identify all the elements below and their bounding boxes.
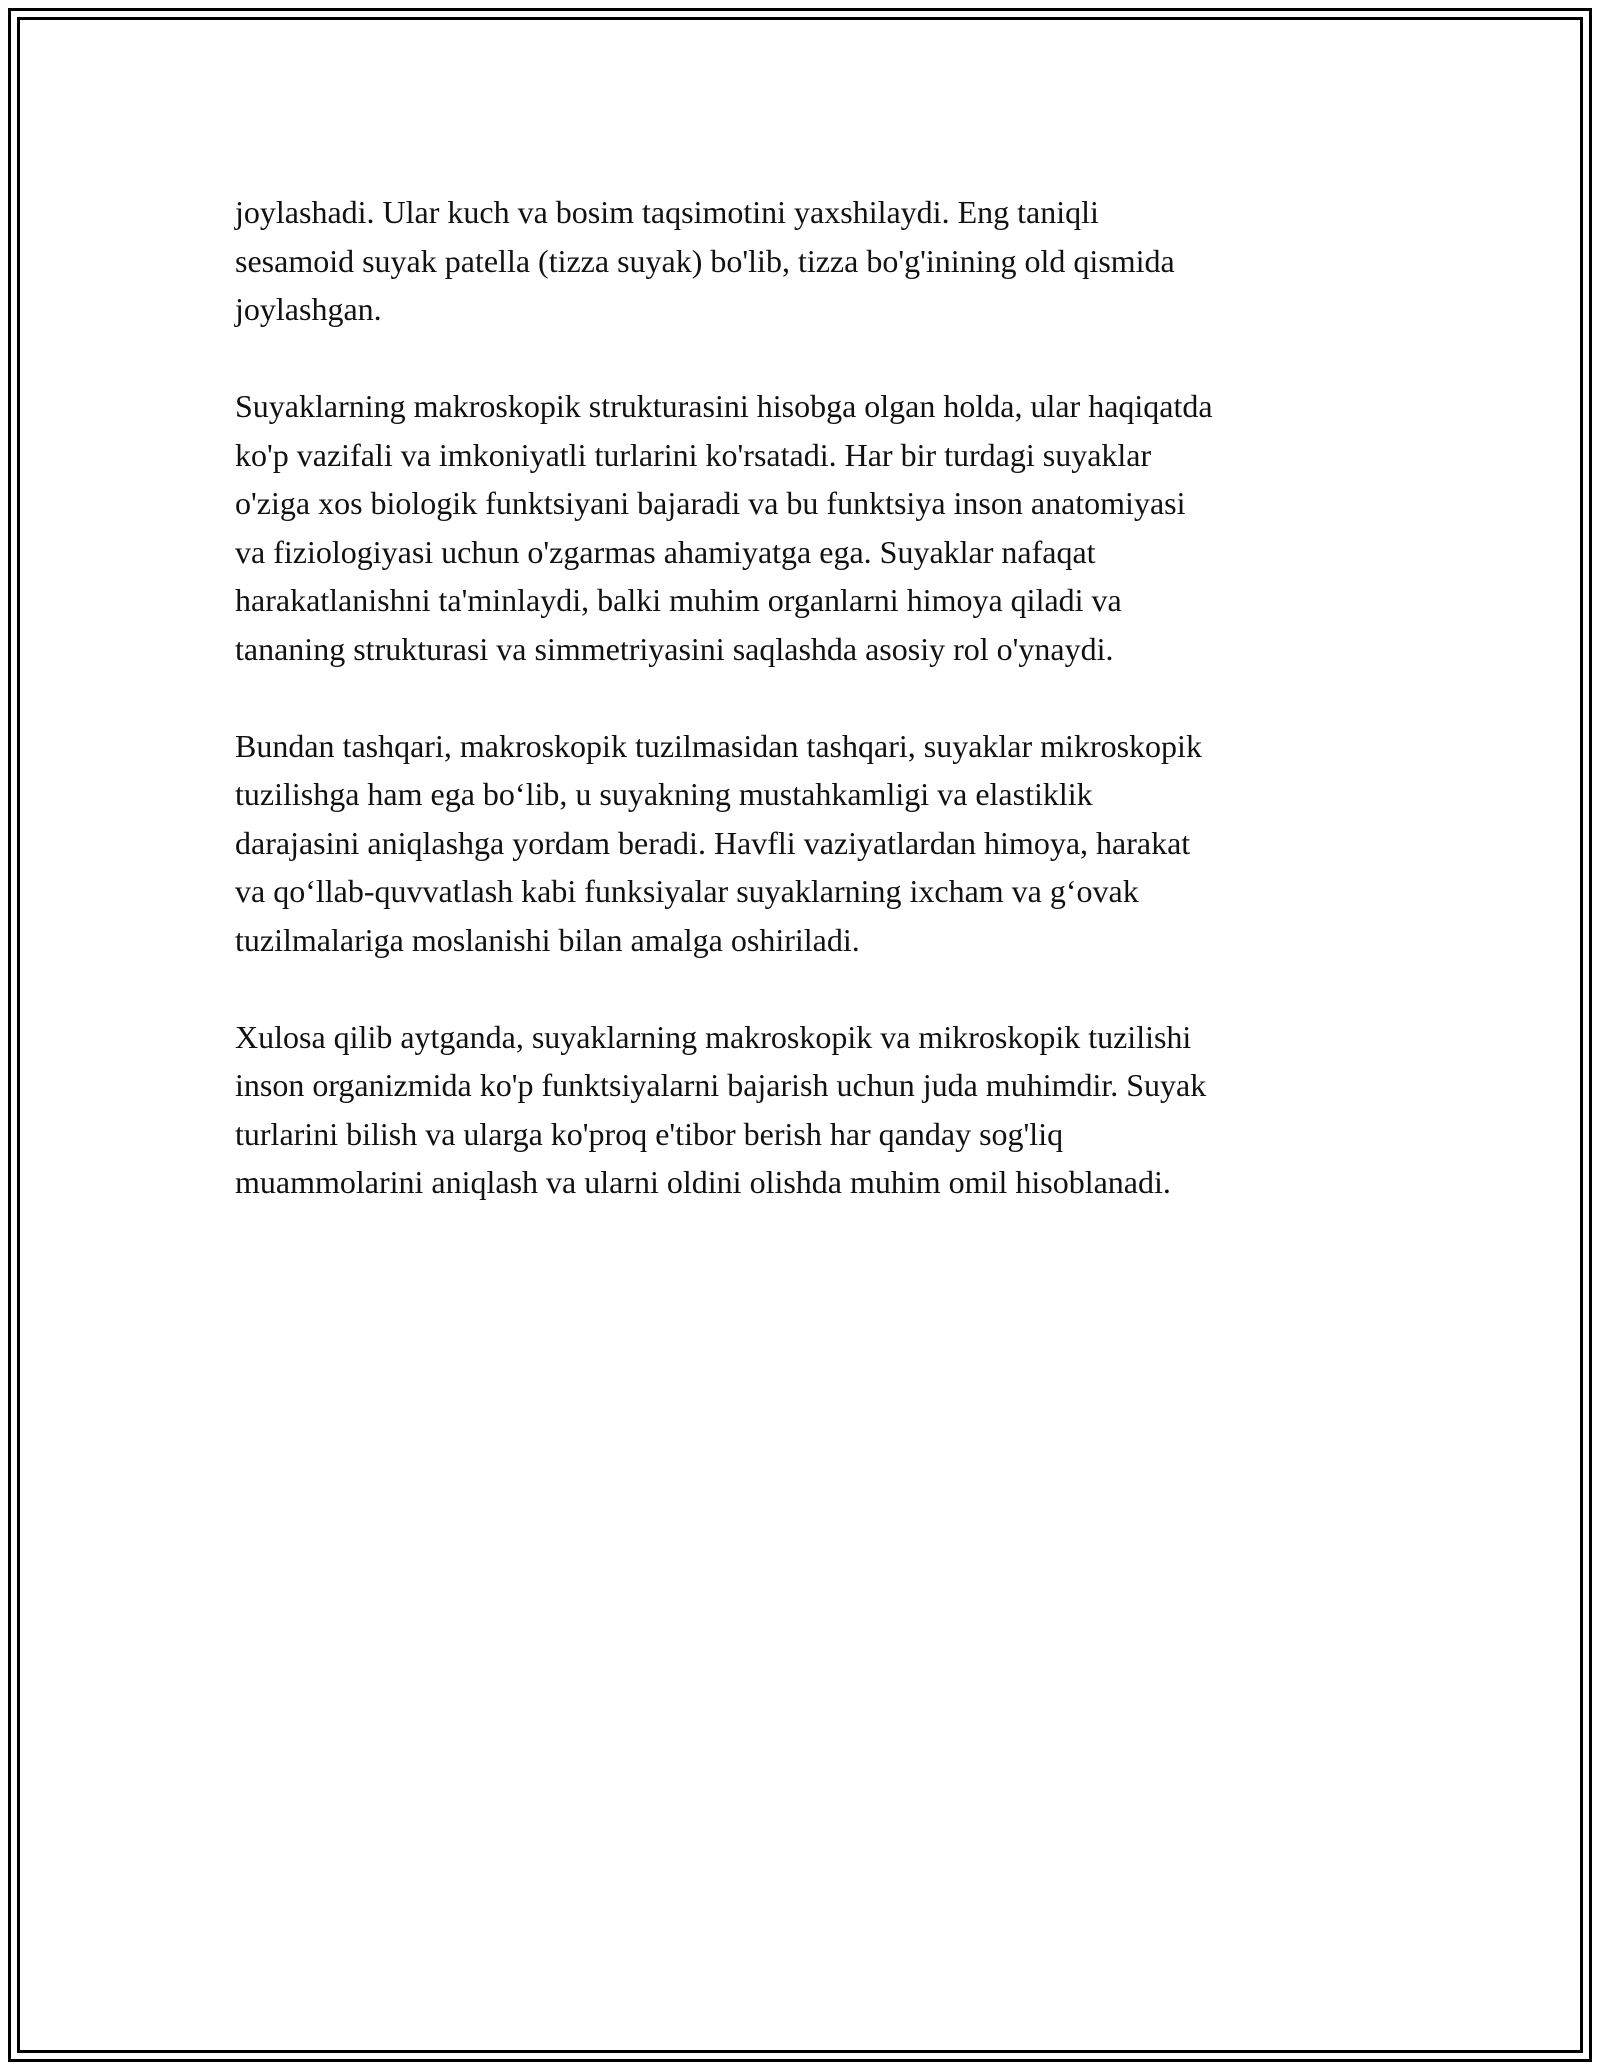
paragraph-conclusion: Xulosa qilib aytganda, suyaklarning makroskopik va mikroskopik tuzilishi inson organizmida ko'p funktsiyalarni bajarish uchun juda muhimdir. Suyak turlarini bilish va ularga ko'proq e'tibor berish har qanday sog'liq muammolarini aniqlash va ularni oldini olishda muhim omil hisoblanadi. <box>235 1018 1207 1200</box>
paragraph-microscopic-structure: Bundan tashqari, makroskopik tuzilmasidan tashqari, suyaklar mikroskopik tuzilishga ham ega bo‘lib, u suyakning mustahkamligi va elastiklik darajasini aniqlashga yordam beradi. Havfli vaziyatlardan himoya, harakat va qo‘llab-quvvatlash kabi funksiyalar suyaklarning ixcham va g‘ovak tuzilmalariga moslanishi bilan amalga oshiriladi. <box>235 727 1202 958</box>
paragraph-sesamoid-bones: joylashadi. Ular kuch va bosim taqsimotini yaxshilaydi. Eng taniqli sesamoid suyak patella (tizza suyak) bo'lib, tizza bo'g'inining old qismida joylashgan. <box>235 194 1175 327</box>
paragraph-macroscopic-structure: Suyaklarning makroskopik strukturasini hisobga olgan holda, ular haqiqatda ko'p vazifali va imkoniyatli turlarini ko'rsatadi. Har bir turdagi suyaklar o'ziga xos biologik funktsiyani bajaradi va bu funktsiya inson anatomiyasi va fiziologiyasi uchun o'zgarmas ahamiyatga ega. Suyaklar nafaqat harakatlanishni ta'minlaydi, balki muhim organlarni himoya qiladi va tananing strukturasi va simmetriyasini saqlashda asosiy rol o'ynaydi. <box>235 388 1213 667</box>
document-body <box>235 188 1375 1207</box>
